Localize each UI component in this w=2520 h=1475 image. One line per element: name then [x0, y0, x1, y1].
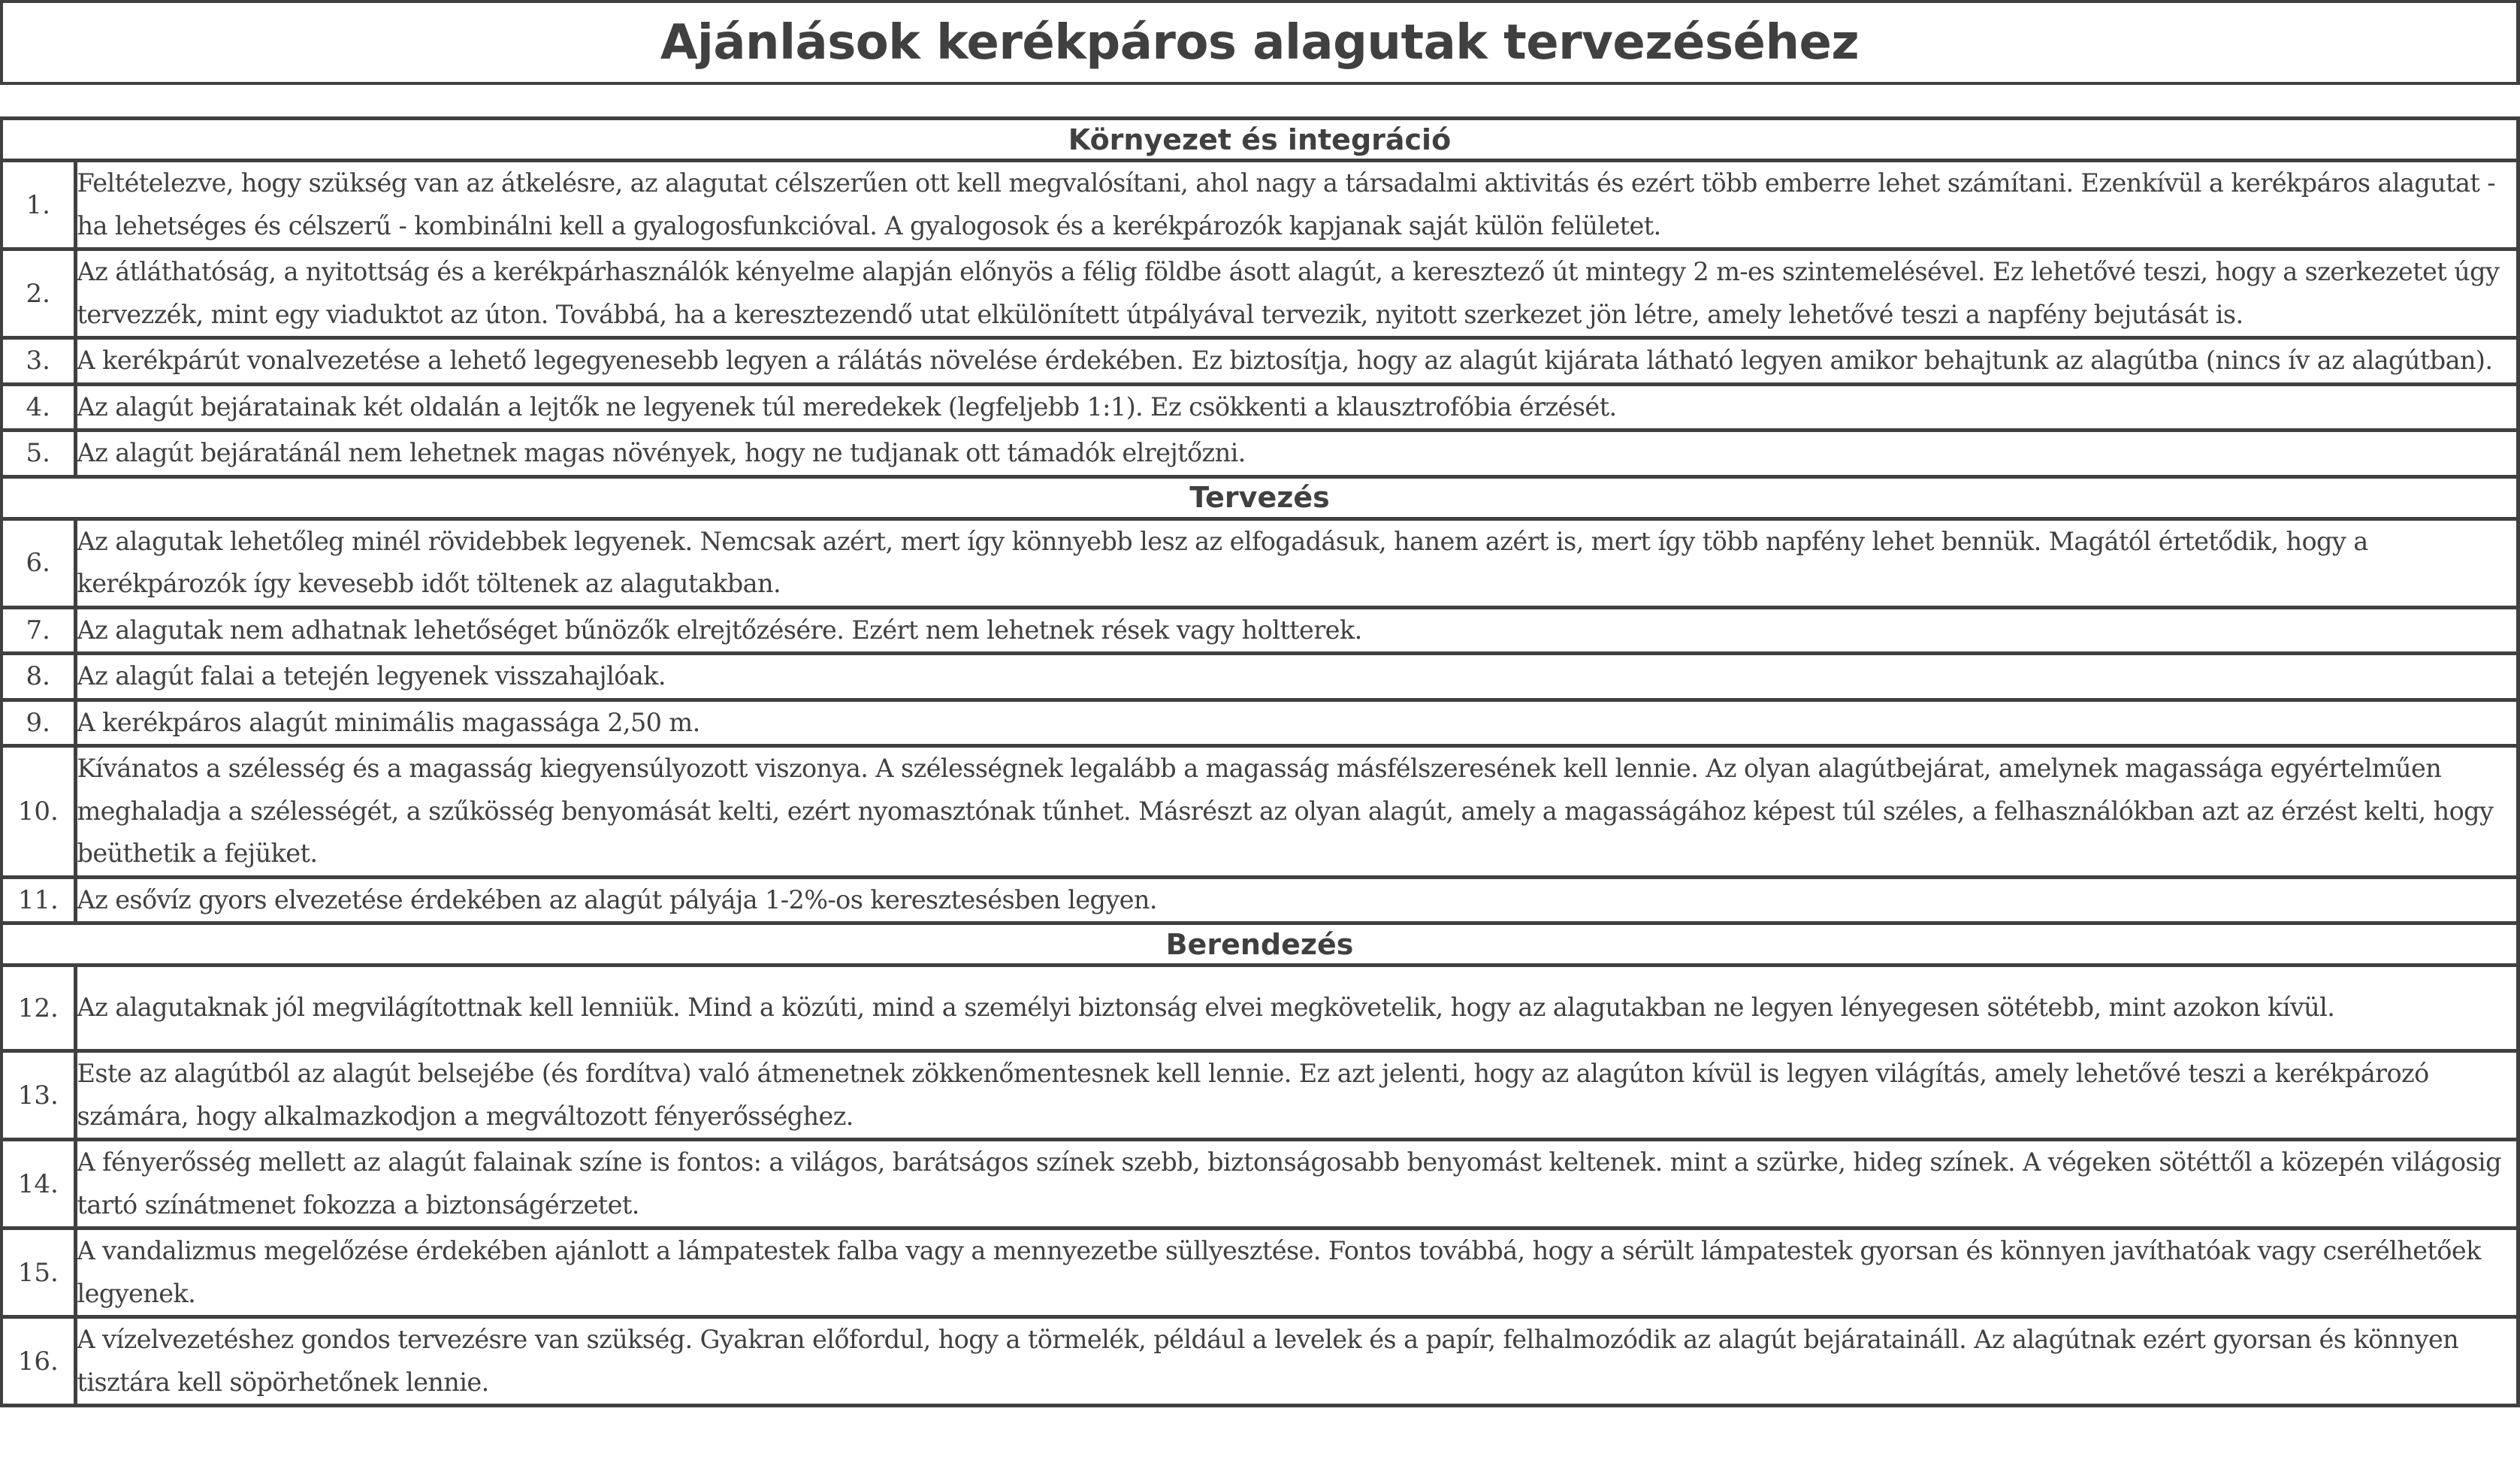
table-row — [2, 746, 2518, 878]
table-row — [2, 700, 2518, 746]
item-text: Az átláthatóság, a nyitottság és a kerékpárhasználók kényelme alapján előnyös a félig földbe ásott alagút, a keresztező út mintegy 2 m-es szintemelésével. Ez lehetővé teszi, hogy a szerkezetet úgy tervezzék, mint egy viaduktot az úton. Továbbá, ha a keresztezendő utat elkülönített útpályával tervezik, nyitott szerkezet jön létre, amely lehetővé teszi a napfény bejutását is. — [75, 249, 2518, 338]
table-row — [2, 431, 2518, 477]
section-header-row — [2, 923, 2518, 966]
table-row — [2, 384, 2518, 431]
item-number: 7. — [2, 607, 75, 654]
table-row — [2, 654, 2518, 700]
section-header-row — [2, 119, 2518, 161]
table-row — [2, 1317, 2518, 1406]
table-row — [2, 1140, 2518, 1229]
table-row — [2, 249, 2518, 338]
item-number: 1. — [2, 161, 75, 249]
table-row — [2, 161, 2518, 249]
item-number: 14. — [2, 1140, 75, 1229]
item-text: Este az alagútból az alagút belsejébe (és fordítva) való átmenetnek zökkenőmentesnek kell lennie. Ez azt jelenti, hogy az alagúton kívül is legyen világítás, amely lehetővé teszi a kerékpározó számára, hogy alkalmazkodjon a megváltozott fényerősséghez. — [75, 1051, 2518, 1140]
item-text: Az alagút falai a tetején legyenek visszahajlóak. — [75, 654, 2518, 700]
section-heading-environment: Környezet és integráció — [2, 119, 2518, 161]
item-number: 4. — [2, 384, 75, 431]
item-number: 3. — [2, 338, 75, 385]
item-number: 2. — [2, 249, 75, 338]
table-row — [2, 966, 2518, 1051]
table-row — [2, 338, 2518, 385]
item-text: Kívánatos a szélesség és a magasság kiegyensúlyozott viszonya. A szélességnek legalább a magasság másfélszeresének kell lennie. Az olyan alagútbejárat, amelynek magassága egyértelműen meghaladja a szélességét, a szűkösség benyomását kelti, ezért nyomasztónak tűnhet. Másrészt az olyan alagút, amely a magasságához képest túl széles, a felhasználókban azt az érzést kelti, hogy beüthetik a fejüket. — [75, 746, 2518, 878]
item-number: 15. — [2, 1229, 75, 1317]
section-heading-equipment: Berendezés — [2, 923, 2518, 966]
item-number: 16. — [2, 1317, 75, 1406]
item-text: Feltételezve, hogy szükség van az átkelésre, az alagutat célszerűen ott kell megvalósítani, ahol nagy a társadalmi aktivitás és ezért több emberre lehet számítani. Ezenkívül a kerékpáros alagutat - ha lehetséges és célszerű - kombinálni kell a gyalogosfunkcióval. A gyalogosok és a kerékpározók kapjanak saját külön felületet. — [75, 161, 2518, 249]
item-text: A vandalizmus megelőzése érdekében ajánlott a lámpatestek falba vagy a mennyezetbe süllyesztése. Fontos továbbá, hogy a sérült lámpatestek gyorsan és könnyen javíthatóak vagy cserélhetőek legyenek. — [75, 1229, 2518, 1317]
item-text: A kerékpáros alagút minimális magassága 2,50 m. — [75, 700, 2518, 746]
table-row — [2, 518, 2518, 607]
item-number: 10. — [2, 746, 75, 878]
item-number: 12. — [2, 966, 75, 1051]
document-title: Ajánlások kerékpáros alagutak tervezéséhez — [660, 14, 1860, 71]
item-text: Az alagutaknak jól megvilágítottnak kell lenniük. Mind a közúti, mind a személyi biztonság elvei megkövetelik, hogy az alagutakban ne legyen lényegesen sötétebb, mint azokon kívül. — [75, 966, 2518, 1051]
table-row — [2, 607, 2518, 654]
item-number: 6. — [2, 518, 75, 607]
section-header-row — [2, 476, 2518, 518]
item-text: A kerékpárút vonalvezetése a lehető legegyenesebb legyen a rálátás növelése érdekében. Ez biztosítja, hogy az alagút kijárata látható legyen amikor behajtunk az alagútba (nincs ív az alagútban). — [75, 338, 2518, 385]
item-text: A fényerősség mellett az alagút falainak színe is fontos: a világos, barátságos színek szebb, biztonságosabb benyomást keltenek. mint a szürke, hideg színek. A végeken sötéttől a közepén világosig tartó színátmenet fokozza a biztonságérzetet. — [75, 1140, 2518, 1229]
document-title-box — [0, 0, 2520, 85]
item-number: 11. — [2, 877, 75, 923]
item-number: 8. — [2, 654, 75, 700]
table-row — [2, 877, 2518, 923]
table-row — [2, 1051, 2518, 1140]
item-number: 13. — [2, 1051, 75, 1140]
section-heading-design: Tervezés — [2, 476, 2518, 518]
item-number: 5. — [2, 431, 75, 477]
item-text: Az esővíz gyors elvezetése érdekében az alagút pályája 1-2%-os keresztesésben legyen. — [75, 877, 2518, 923]
item-text: Az alagút bejáratánál nem lehetnek magas növények, hogy ne tudjanak ott támadók elrejtőzni. — [75, 431, 2518, 477]
item-number: 9. — [2, 700, 75, 746]
table-row — [2, 1229, 2518, 1317]
item-text: A vízelvezetéshez gondos tervezésre van szükség. Gyakran előfordul, hogy a törmelék, például a levelek és a papír, felhalmozódik az alagút bejárataináll. Az alagútnak ezért gyorsan és könnyen tisztára kell söpörhetőnek lennie. — [75, 1317, 2518, 1406]
item-text: Az alagút bejáratainak két oldalán a lejtők ne legyenek túl meredekek (legfeljebb 1:1). Ez csökkenti a klausztrofóbia érzését. — [75, 384, 2518, 431]
item-text: Az alagutak nem adhatnak lehetőséget bűnözők elrejtőzésére. Ezért nem lehetnek rések vagy holtterek. — [75, 607, 2518, 654]
item-text: Az alagutak lehetőleg minél rövidebbek legyenek. Nemcsak azért, mert így könnyebb lesz az elfogadásuk, hanem azért is, mert így több napfény lehet bennük. Magától értetődik, hogy a kerékpározók így kevesebb időt töltenek az alagutakban. — [75, 518, 2518, 607]
recommendations-table — [0, 116, 2520, 1407]
